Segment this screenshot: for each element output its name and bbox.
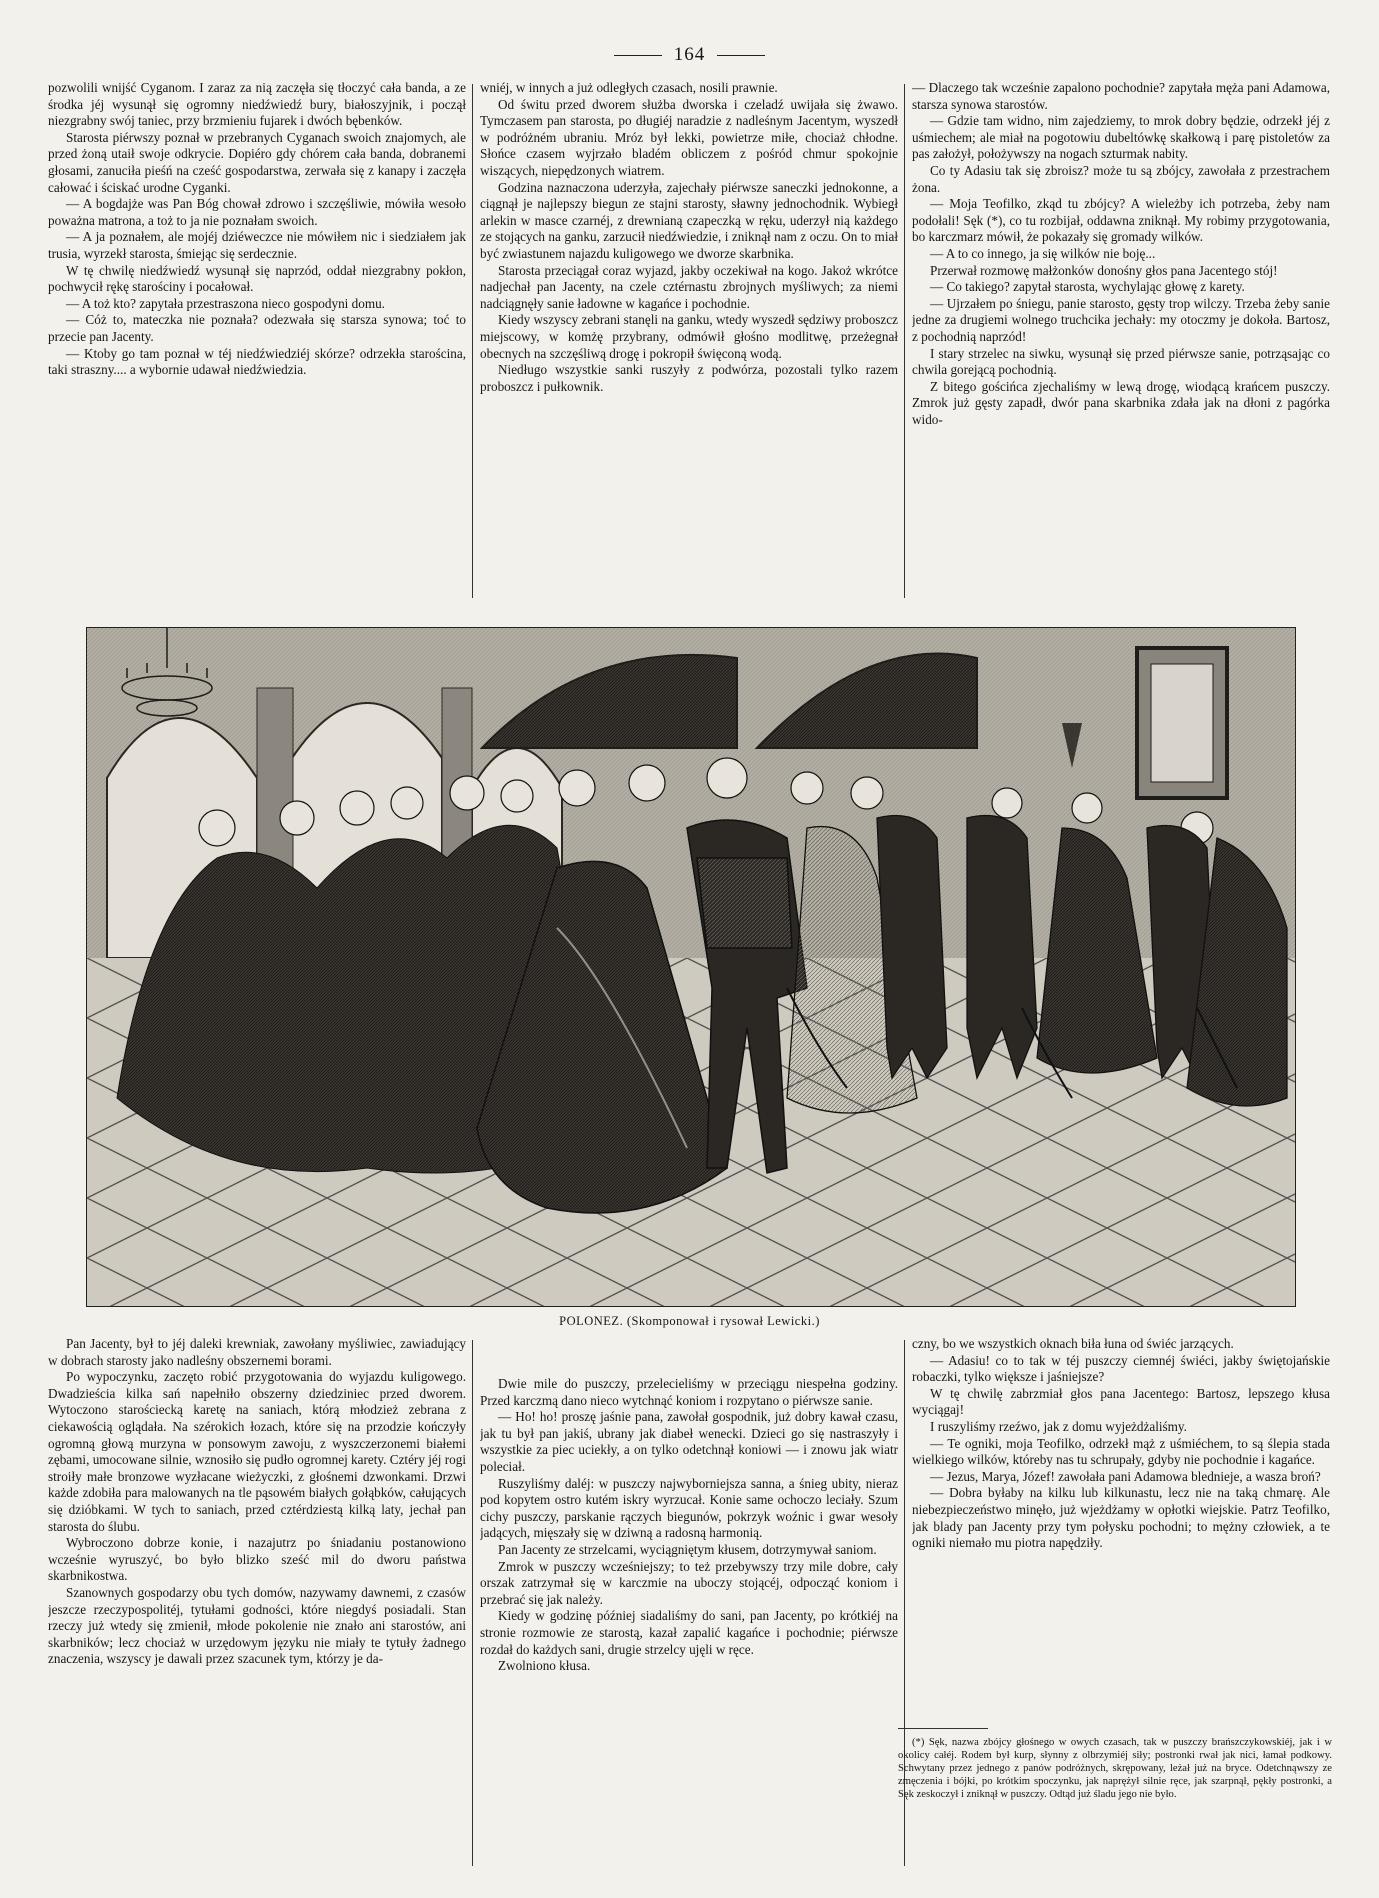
paragraph: wniéj, w innych a już odległych czasach, nosili prawnie.: [480, 80, 778, 95]
paragraph: Zmrok w puszczy wcześniejszy; to też przebywszy trzy mile dobre, cały orszak zatrzymał się w karczmie na uboczy stojącéj, odpocząć koniom i przebrać się jak należy.: [480, 1558, 898, 1607]
page-number-header: [0, 44, 1379, 66]
column-rule: [472, 84, 473, 598]
paragraph: — Ujrzałem po śniegu, panie starosto, gęsty trop wilczy. Trzeba żeby sanie jedne za drugiemi wolnego truchcika jechały: my otoczmy je dokoła. Bartosz, z pochodnią naprzód!: [912, 295, 1330, 344]
paragraph: — Cóż to, mateczka nie poznała? odezwała się starsza synowa; toć to przecie pan Jacenty.: [48, 312, 466, 344]
paragraph: Kiedy wszyscy zebrani stanęli na ganku, wtedy wyszedł sędziwy proboszcz miejscowy, w komżę przybrany, odmówił głośno modlitwę, przeżegnał obecnych na szczęśliwą drogę i pokropił święconą wodą.: [480, 312, 898, 361]
paragraph: Starosta przeciągał coraz wyjazd, jakby oczekiwał na kogo. Jakoż wkrótce nadjechał pan Jacenty, na czele cztérnastu zbrojnych myśliwych; za niemi nadciągnęły sanie ładowne w kagańce i pochodnie.: [480, 262, 898, 311]
paragraph: — Te ogniki, moja Teofilko, odrzekł mąż z uśmiéchem, to są ślepia stada wielkiego wilków, któreby nas tu schrupały, gdyby nie pochodnie i kagańce.: [912, 1435, 1330, 1468]
paragraph: W tę chwilę niedźwiedź wysunął się naprzód, oddał niezgrabny pokłon, pochwycił rękę starościny i pocałował.: [48, 262, 466, 295]
paragraph: — Adasiu! co to tak w téj puszczy ciemnéj świéci, jakby świętojańskie robaczki, tylko większe i jaśniejsze?: [912, 1352, 1330, 1385]
paragraph: — Jezus, Marya, Józef! zawołała pani Adamowa blednieje, a wasza broń?: [930, 1468, 1321, 1484]
paragraph: Niedługo wszystkie sanki ruszyły z podwórza, pozostali tylko razem proboszcz i pułkownik.: [480, 362, 898, 394]
paragraph: Po wypoczynku, zaczęto robić przygotowania do wyjazdu kuligowego. Dwadzieścia kilka sań napełniło obszerny dziedziniec przed dworem. Wytoczono starościecką karetę na saniach, którą młodzież zebrana z ciekawością oglądała. Na szérokich łozach, które się na przodzie kończyły ogromną głową murzyna w ponsowym zawoju, z wyszczerzonemi białemi zębami, umocowane silnie, wznosiło się pudło ogromnej karety. Cztéry jéj rogi stroiły małe bronzowe wyzłacane wieżyczki, z głośnemi dzwonkami. Drzwi każde zdobiła para malowanych na tle pąsowém białych gołąbków, całujących się dzióbkami. W tych to saniach, przed cztérdziestą kilką laty, jechał pan starosta do ślubu.: [48, 1369, 466, 1534]
paragraph: — Moja Teofilko, zkąd tu zbójcy? A wieleżby ich potrzeba, żeby nam podołali! Sęk (*), co tu rozbijał, oddawna zniknął. My robimy przygotowania, bo karczmarz mówił, że pokazały się gromady wilków.: [912, 196, 1330, 245]
paragraph: — Ho! ho! proszę jaśnie pana, zawołał gospodnik, już dobry kawał czasu, jak tu był pan jakiś, ubrany jak diabeł wenecki. Dzieci go się nastraszyły i wszystkie za piec uciekły, a on tylko odetchnął koniowi — i znowu jak wiatr poleciał.: [480, 1409, 898, 1474]
paragraph: Kiedy w godzinę później siadaliśmy do sani, pan Jacenty, po krótkiéj na stronie rozmowie ze starostą, kazał zapalić kagańce i pochodnie; piérwsze rozdał do każdych sani, drugie strzelcy ujęli w ręce.: [480, 1608, 898, 1657]
paragraph: — Gdzie tam widno, nim zajedziemy, to mrok dobry będzie, odrzekł jéj z uśmiechem; ale miał na pogotowiu dubeltówkę skałkową i parę pistoletów za pas założył, położywszy na nogach szturmak nabity.: [912, 113, 1330, 162]
header-rule-left: [614, 55, 662, 56]
polonez-engraving: [86, 627, 1296, 1307]
footnote: [898, 1736, 1332, 1801]
header-rule-right: [717, 55, 765, 56]
paragraph: Z bitego gościńca zjechaliśmy w lewą drogę, wiodącą krańcem puszczy. Zmrok już gęsty zapadł, dwór pana skarbnika zdała jak na dłoni z pagórka wido-: [912, 378, 1330, 427]
paragraph: I ruszyliśmy rzeźwo, jak z domu wyjeżdżaliśmy.: [930, 1418, 1187, 1434]
paragraph: czny, bo we wszystkich oknach biła łuna od świéc jarzących.: [912, 1336, 1234, 1351]
paragraph: I stary strzelec na siwku, wysunął się przed piérwsze sanie, potrząsając co chwila gorejącą pochodnią.: [912, 345, 1330, 378]
column-rule: [472, 1340, 473, 1866]
paragraph: — Co takiego? zapytał starosta, wychylając głowę z karety.: [930, 279, 1245, 295]
top-column-1: [48, 80, 466, 604]
paragraph: Od świtu przed dworem służba dworska i czeladź uwijała się żwawo. Tymczasem pan starosta, po długiéj naradzie z nadleśnym Jacentym, wyszedł w podróżném ubraniu. Mróz był lekki, powietrze miłe, chociaż chłodne. Słońce czasem wyjrzało bladém obliczem z pośród chmur spokojnie wiszących, niepędzonych wiatrem.: [480, 96, 898, 178]
paragraph: — A toż kto? zapytała przestraszona nieco gospodyni domu.: [66, 295, 385, 311]
top-column-2: [480, 80, 898, 604]
paragraph: Starosta piérwszy poznał w przebranych Cyganach swoich znajomych, ale przed żoną utaił swoje odkrycie. Dopiéro gdy chórem cała banda, dobranemi głosami, zanuciła pieśń na cześć gospodarstwa, zerwała się z kanapy i zaczęła całować i ściskać urodne Cyganki.: [48, 129, 466, 195]
paragraph: — A bogdajże was Pan Bóg chował zdrowo i szczęśliwie, mówiła wesoło poważna matrona, a toż to ja nie poznałam swoich.: [48, 196, 466, 228]
paragraph: Pan Jacenty, był to jéj daleki krewniak, zawołany myśliwiec, zawiadujący w dobrach starosty jako nadleśny obszernemi borami.: [48, 1336, 466, 1368]
paragraph: — Ktoby go tam poznał w téj niedźwiedziéj skórze? odrzekła starościna, taki straszny.... a wybornie udawał niedźwiedzia.: [48, 345, 466, 378]
paragraph: Zwolniono kłusa.: [498, 1658, 591, 1674]
paragraph: Co ty Adasiu tak się zbroisz? może tu są zbójcy, zawołała z przestrachem żona.: [912, 162, 1330, 195]
column-rule: [904, 84, 905, 598]
page-number: 164: [673, 44, 706, 65]
paragraph: — A to co innego, ja się wilków nie boję...: [930, 245, 1156, 261]
paragraph: Przerwał rozmowę małżonków donośny głos pana Jacentego stój!: [930, 262, 1278, 278]
figure-caption: POLONEZ. (Skomponował i rysował Lewicki.): [559, 1314, 820, 1328]
bottom-column-3: [912, 1336, 1330, 1726]
paragraph: Szanownych gospodarzy obu tych domów, nazywamy dawnemi, z czasów jeszcze rzeczypospolitéj, tytułami godności, które niegdyś posiadali. Stan rzeczy już wtedy się zmienił, młode pokolenie nie znało ani starostów, ani skarbników; lecz chociaż w urzędowym języku nie miały te tytuły żadnego znaczenia, wszyscy je dawali przez szacunek tym, którzy je da-: [48, 1584, 466, 1667]
paragraph: pozwolili wnijść Cyganom. I zaraz za nią zaczęła się tłoczyć cała banda, a ze środka jéj wysunął się ogromny niedźwiedź bury, białoszyjnik, i począł niezgrabny swój taniec, przy brzmieniu fujarek i dwóch bębenków.: [48, 80, 466, 129]
footnote-text: (*) Sęk, nazwa zbójcy głośnego w owych czasach, tak w puszczy brańszczykowskiéj, jak i w okolicy całéj. Rodem był kurp, słynny z olbrzymiéj siły; postronki rwał jak nici, łamał podkowy. Schwytany przez jednego z panów podróżnych, skrępowany, leżał już na bryce. Odetchnąwszy ze zmęczenia i bójki, po krótkim spoczynku, jak naprężył silnie ręce, jak szarpnął, pękły postronki, a Sęk zeskoczył i zniknął w puszczy. Odtąd już śladu jego nie było.: [898, 1737, 1332, 1800]
engraving-art: [87, 628, 1295, 1306]
paragraph: W tę chwilę zabrzmiał głos pana Jacentego: Bartosz, lepszego kłusa wyciągaj!: [912, 1385, 1330, 1418]
paragraph: Wybroczono dobrze konie, i nazajutrz po śniadaniu postanowiono wcześnie wyruszyć, bo było blizko sześć mil do dworu państwa skarbnikostwa.: [48, 1535, 466, 1584]
paragraph: — Dlaczego tak wcześnie zapalono pochodnie? zapytała męża pani Adamowa, starsza synowa starostów.: [912, 80, 1330, 112]
paragraph: — Dobra byłaby na kilku lub kilkunastu, lecz nie na taką chmarę. Ale niebezpieczeństwo minęło, już wjeżdżamy w opłotki wiejskie. Patrz Teofilko, jak blady pan Jacenty przy tym połysku pochodni; to mężny człowiek, a te ogniki niemało mu piotra napędziły.: [912, 1485, 1330, 1551]
top-column-3: [912, 80, 1330, 604]
paragraph: — A ja poznałem, ale mojéj dziéweczce nie mówiłem nic i siedziałem jak trusia, wyrzekł starosta, śmiejąc się serdecznie.: [48, 229, 466, 261]
paragraph: Pan Jacenty ze strzelcami, wyciągniętym kłusem, dotrzymywał saniom.: [498, 1541, 877, 1557]
footnote-rule: [898, 1728, 988, 1729]
bottom-column-1: [48, 1336, 466, 1872]
bottom-column-2: [480, 1376, 898, 1872]
paragraph: Ruszyliśmy daléj: w puszczy najwyborniejsza sanna, a śnieg ubity, nieraz pod kopytem ostro kutém iskry wyrzucał. Konie same ochoczo leciały. Szum cichy puszczy, parskanie rączych biegunów, pokrzyk woźnic i gwar wesoły jadących, mięszały się w dziwną a radosną harmonią.: [480, 1475, 898, 1541]
paragraph: Godzina naznaczona uderzyła, zajechały piérwsze saneczki jednokonne, a ciągnął je najlepszy biegun ze stajni starosty, sławny jednochodnik. Wybiegł arlekin w masce czarnéj, z drewnianą czapeczką w ręku, uderzył nią każdego ze stojących na ganku, zarzucił niedźwiedzie, i zniknął nam z oczu. On to miał być zwiastunem najazdu kuligowego we dworze skarbnika.: [480, 179, 898, 261]
paragraph: Dwie mile do puszczy, przelecieliśmy w przeciągu niespełna godziny. Przed karczmą dano nieco wytchnąć koniom i rozpytano o piérwsze sanie.: [480, 1376, 898, 1408]
